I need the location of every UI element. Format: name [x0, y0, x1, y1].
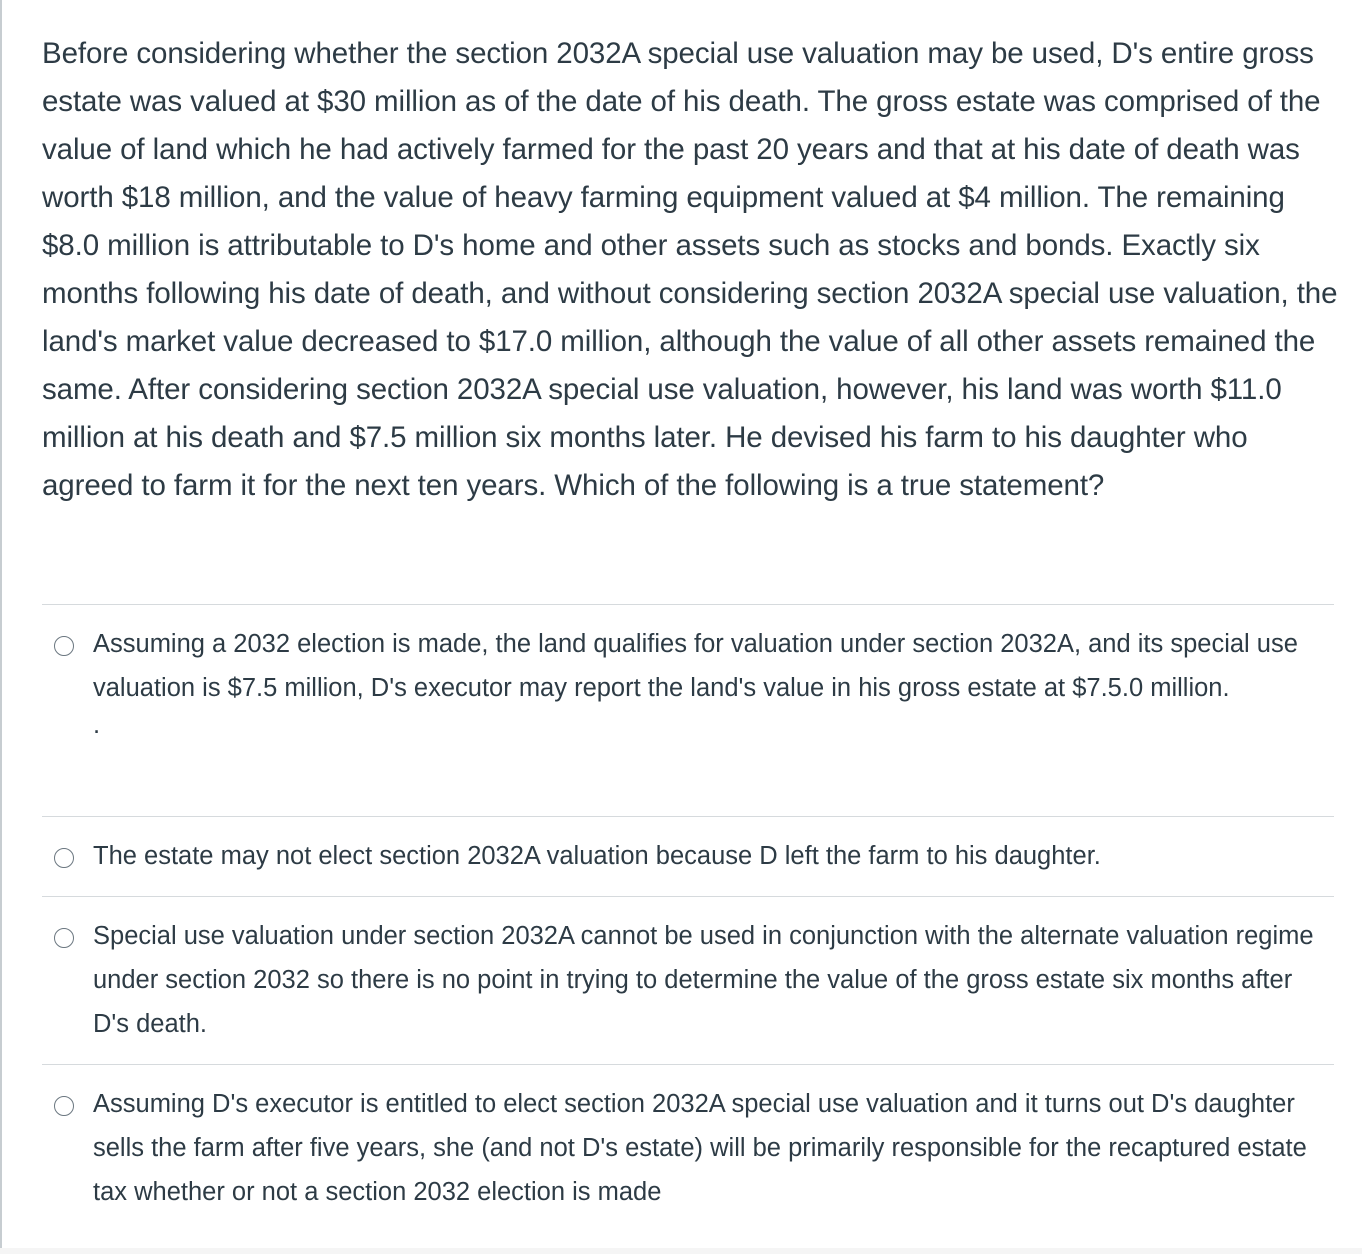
- radio-button-3[interactable]: [54, 928, 74, 948]
- left-border: [0, 0, 2, 1254]
- answer-label-3[interactable]: Special use valuation under section 2032A cannot be used in conjunction with the alternate valuation regime under section 2032 so there is no point in trying to determine the value of the gross estate six months after D's death.: [93, 922, 1314, 1038]
- answer-list: [42, 604, 1334, 1225]
- answer-label-2[interactable]: The estate may not elect section 2032A valuation because D left the farm to his daughter.: [93, 842, 1101, 870]
- radio-button-4[interactable]: [54, 1096, 74, 1116]
- answer-option-4[interactable]: [42, 1064, 1334, 1225]
- answer-label-4[interactable]: Assuming D's executor is entitled to elect section 2032A special use valuation and it turns out D's daughter sells the farm after five years, she (and not D's estate) will be primarily responsible for the recaptured estate tax whether or not a section 2032 election is made: [93, 1090, 1307, 1206]
- radio-button-1[interactable]: [54, 636, 74, 656]
- answer-option-3[interactable]: [42, 896, 1334, 1064]
- radio-button-2[interactable]: [54, 848, 74, 868]
- answer-trailing-dot: .: [93, 711, 101, 739]
- answer-option-2[interactable]: [42, 816, 1334, 896]
- question-text: Before considering whether the section 2032A special use valuation may be used, D's entire gross estate was valued at $30 million as of the date of his death. The gross estate was comprised of the value of land which he had actively farmed for the past 20 years and that at his date of death was worth $18 million, and the value of heavy farming equipment valued at $4 million. The remaining $8.0 million is attributable to D's home and other assets such as stocks and bonds. Exactly six months following his date of death, and without considering section 2032A special use valuation, the land's market value decreased to $17.0 million, although the value of all other assets remained the same. After considering section 2032A special use valuation, however, his land was worth $11.0 million at his death and $7.5 million six months later. He devised his farm to his daughter who agreed to farm it for the next ten years. Which of the following is a true statement?: [42, 37, 1338, 502]
- answer-label-1[interactable]: Assuming a 2032 election is made, the land qualifies for valuation under section 2032A, and its special use valuation is $7.5 million, D's executor may report the land's value in his gross estate at $7.5.0 million.: [93, 630, 1298, 702]
- bottom-border: [0, 1248, 1362, 1254]
- answer-option-1[interactable]: [42, 604, 1334, 816]
